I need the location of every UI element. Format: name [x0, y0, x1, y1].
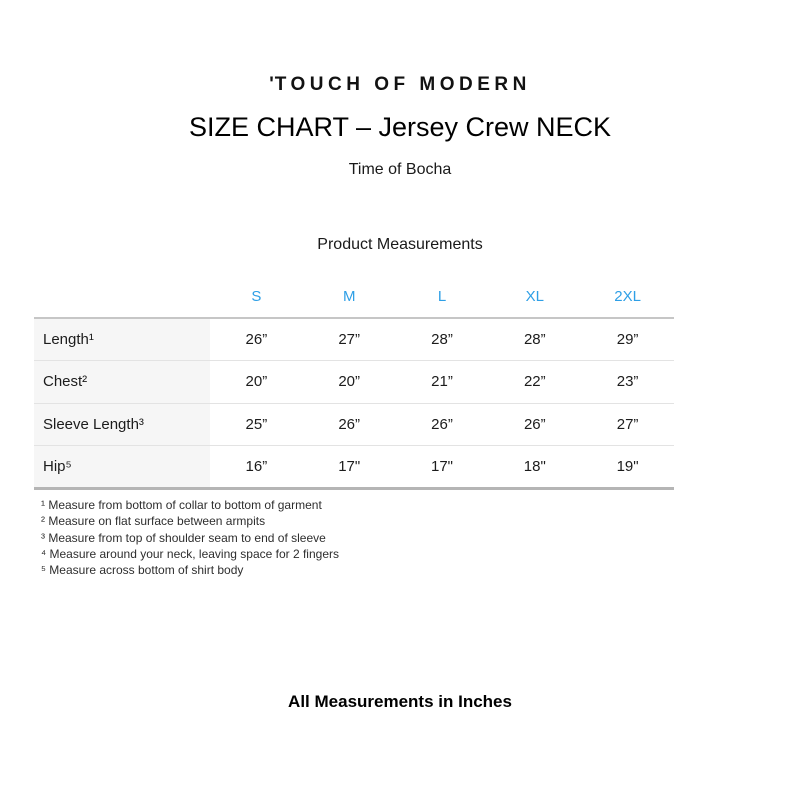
footnote-3: ³ Measure from top of shoulder seam to end of sleeve: [41, 530, 326, 545]
size-header-m: M: [342, 288, 356, 305]
table-title: Product Measurements: [317, 236, 483, 253]
footnote-4: ⁴ Measure around your neck, leaving space for 2 fingers: [41, 546, 339, 561]
cell-chest-s: 20”: [245, 373, 268, 391]
cell-sleeve-s: 25”: [245, 415, 268, 433]
table-row-length: [34, 318, 674, 361]
page-subtitle: Time of Bocha: [348, 161, 452, 178]
size-header-l: L: [437, 288, 447, 305]
row-label: Length¹: [34, 318, 210, 361]
table-row-sleeve-length: [34, 403, 674, 446]
footnote-2: ² Measure on flat surface between armpits: [41, 514, 266, 529]
brand-logo: [0, 74, 800, 96]
cell-hip-xl: 18": [523, 457, 546, 475]
logo-mark: ': [269, 74, 274, 95]
size-header-2xl: 2XL: [614, 288, 641, 305]
cell-hip-l: 17": [430, 457, 453, 475]
cell-hip-s: 16”: [245, 457, 268, 475]
cell-chest-l: 21”: [431, 373, 453, 391]
cell-length-m: 27”: [338, 331, 361, 348]
cell-length-xl: 28”: [523, 331, 546, 348]
bottom-note: All Measurements in Inches: [288, 692, 512, 711]
cell-sleeve-l: 26”: [431, 415, 453, 433]
page-title: SIZE CHART – Jersey Crew NECK: [188, 112, 612, 142]
cell-hip-m: 17": [338, 457, 361, 475]
cell-length-l: 28”: [431, 331, 453, 348]
table-row-chest: [34, 361, 674, 404]
size-header-s: S: [251, 288, 262, 305]
cell-sleeve-2xl: 27”: [616, 415, 639, 433]
cell-chest-2xl: 23”: [616, 373, 639, 391]
size-header-row: [34, 276, 674, 318]
row-label: Hip⁵: [34, 446, 210, 489]
size-header-xl: XL: [525, 288, 544, 305]
cell-chest-xl: 22”: [523, 373, 546, 391]
footnotes: [41, 497, 339, 578]
cell-sleeve-xl: 26”: [523, 415, 546, 433]
cell-hip-2xl: 19": [616, 457, 639, 475]
logo-text: TOUCH OF MODERN: [274, 74, 531, 95]
cell-length-2xl: 29”: [616, 331, 639, 348]
footnote-1: ¹ Measure from bottom of collar to bottom of garment: [41, 498, 322, 512]
size-table: [34, 276, 674, 490]
table-row-hip: [34, 446, 674, 489]
cell-sleeve-m: 26”: [338, 415, 361, 433]
footnote-5: ⁵ Measure across bottom of shirt body: [41, 563, 244, 578]
row-label: Sleeve Length³: [34, 403, 210, 446]
cell-length-s: 26”: [245, 331, 268, 348]
size-header-empty: [34, 276, 210, 318]
row-label: Chest²: [34, 361, 210, 404]
cell-chest-m: 20”: [338, 373, 361, 391]
